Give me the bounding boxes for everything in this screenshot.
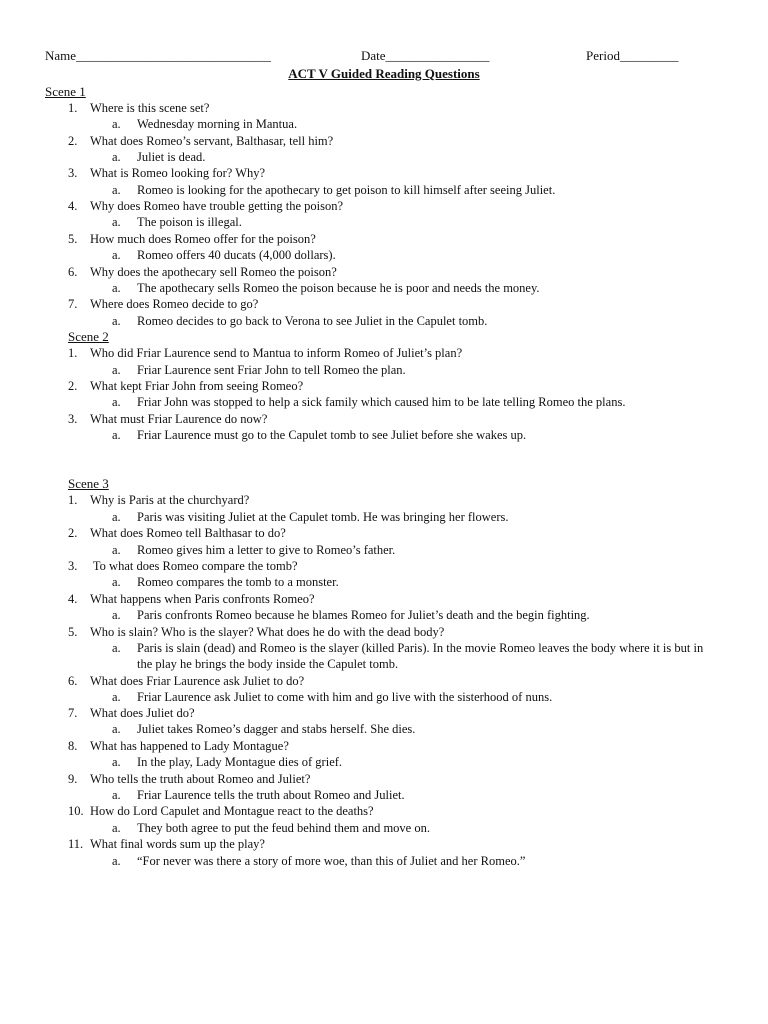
answer-text: The poison is illegal. (137, 215, 242, 229)
answer-text: Juliet takes Romeo’s dagger and stabs herself. She dies. (137, 722, 416, 736)
answer-letter: a. (112, 690, 121, 704)
question (68, 492, 249, 508)
question (68, 624, 444, 640)
answer (112, 214, 716, 230)
question (68, 738, 289, 754)
question-number: 1. (68, 101, 78, 115)
answer (112, 116, 716, 132)
question-number: 4. (68, 199, 78, 213)
question (68, 803, 374, 819)
answer-text: The apothecary sells Romeo the poison because he is poor and needs the money. (137, 281, 540, 295)
answer-text: Paris confronts Romeo because he blames Romeo for Juliet’s death and the begin fighting. (137, 608, 590, 622)
question (68, 411, 267, 427)
question (68, 591, 315, 607)
answer-text: In the play, Lady Montague dies of grief. (137, 755, 343, 769)
answer (112, 853, 716, 869)
question (68, 558, 298, 574)
answer-letter: a. (112, 575, 121, 589)
answer (112, 182, 716, 198)
answer-letter: a. (112, 363, 121, 377)
question-text: What does Juliet do? (90, 706, 195, 720)
answer (112, 640, 716, 673)
question-number: 7. (68, 706, 78, 720)
answer-letter: a. (112, 395, 121, 409)
scene-3-heading: Scene 3 (68, 476, 109, 491)
question-text: Who did Friar Laurence send to Mantua to inform Romeo of Juliet’s plan? (90, 346, 463, 360)
question-number: 10. (68, 804, 84, 818)
answer-text: Romeo decides to go back to Verona to see Juliet in the Capulet tomb. (137, 314, 488, 328)
question-text: Why does the apothecary sell Romeo the poison? (90, 265, 337, 279)
question-number: 3. (68, 166, 78, 180)
question-number: 2. (68, 134, 78, 148)
question-number: 5. (68, 232, 78, 246)
period-field-label: Period_________ (586, 48, 679, 63)
question-text: Where does Romeo decide to go? (90, 297, 259, 311)
answer (112, 247, 716, 263)
answer-letter: a. (112, 248, 121, 262)
question (68, 673, 304, 689)
question-text: What final words sum up the play? (90, 837, 265, 851)
answer-letter: a. (112, 854, 121, 868)
answer-letter: a. (112, 608, 121, 622)
question-text: Why is Paris at the churchyard? (90, 493, 250, 507)
question-text: Where is this scene set? (90, 101, 210, 115)
question (68, 345, 462, 361)
question-text: How do Lord Capulet and Montague react to the deaths? (90, 804, 374, 818)
question (68, 378, 303, 394)
answer (112, 820, 716, 836)
question-text: Who tells the truth about Romeo and Juliet? (90, 772, 311, 786)
question (68, 296, 258, 312)
answer (112, 721, 716, 737)
answer (112, 149, 716, 165)
question-number: 2. (68, 526, 78, 540)
question-text: How much does Romeo offer for the poison? (90, 232, 316, 246)
answer-letter: a. (112, 543, 121, 557)
question-text: What has happened to Lady Montague? (90, 739, 289, 753)
answer (112, 509, 716, 525)
question-text: What is Romeo looking for? Why? (90, 166, 266, 180)
answer (112, 362, 716, 378)
question-number: 1. (68, 346, 78, 360)
scene-2-heading: Scene 2 (68, 329, 109, 344)
answer (112, 313, 716, 329)
answer-letter: a. (112, 821, 121, 835)
answer-text: Wednesday morning in Mantua. (137, 117, 298, 131)
answer-letter: a. (112, 150, 121, 164)
question (68, 836, 265, 852)
answer (112, 280, 716, 296)
answer-text: Paris is slain (dead) and Romeo is the slayer (killed Paris). In the movie Romeo leaves the body where it is but in the play he brings the body inside the Capulet tomb. (137, 641, 704, 672)
question-number: 2. (68, 379, 78, 393)
answer-text: “For never was there a story of more woe, than this of Juliet and her Romeo.” (137, 854, 526, 868)
question-text: What kept Friar John from seeing Romeo? (90, 379, 304, 393)
question-number: 7. (68, 297, 78, 311)
question-number: 11. (68, 837, 84, 851)
question (68, 771, 310, 787)
date-field-label: Date________________ (361, 48, 490, 63)
answer (112, 394, 716, 410)
answer-letter: a. (112, 788, 121, 802)
answer (112, 787, 716, 803)
question-text: What happens when Paris confronts Romeo? (90, 592, 315, 606)
question-number: 1. (68, 493, 78, 507)
answer-text: Romeo gives him a letter to give to Romeo’s father. (137, 543, 396, 557)
answer-text: Friar Laurence sent Friar John to tell Romeo the plan. (137, 363, 406, 377)
answer (112, 689, 716, 705)
answer (112, 574, 716, 590)
answer-letter: a. (112, 641, 121, 655)
question (68, 525, 286, 541)
question-number: 5. (68, 625, 78, 639)
question (68, 198, 343, 214)
question-number: 8. (68, 739, 78, 753)
question (68, 231, 316, 247)
question (68, 264, 337, 280)
question-number: 6. (68, 265, 78, 279)
answer-letter: a. (112, 510, 121, 524)
answer-text: Paris was visiting Juliet at the Capulet tomb. He was bringing her flowers. (137, 510, 509, 524)
question (68, 705, 195, 721)
answer (112, 607, 716, 623)
answer-text: Juliet is dead. (137, 150, 206, 164)
answer-text: Friar John was stopped to help a sick family which caused him to be late telling Romeo the plans. (137, 395, 626, 409)
question-text: What does Friar Laurence ask Juliet to do? (90, 674, 305, 688)
answer-letter: a. (112, 755, 121, 769)
question (68, 133, 333, 149)
answer-letter: a. (112, 428, 121, 442)
scene-1-heading: Scene 1 (45, 84, 86, 99)
question-text: To what does Romeo compare the tomb? (90, 559, 298, 573)
answer-text: Friar Laurence tells the truth about Romeo and Juliet. (137, 788, 405, 802)
answer-text: Romeo compares the tomb to a monster. (137, 575, 339, 589)
question-number: 3. (68, 412, 78, 426)
answer (112, 427, 716, 443)
answer-letter: a. (112, 722, 121, 736)
name-field-label: Name______________________________ (45, 48, 272, 63)
page-title: ACT V Guided Reading Questions (288, 66, 480, 81)
question (68, 165, 265, 181)
answer-letter: a. (112, 215, 121, 229)
answer (112, 754, 716, 770)
question-number: 3. (68, 559, 78, 573)
answer-letter: a. (112, 117, 121, 131)
question-number: 9. (68, 772, 78, 786)
question-number: 4. (68, 592, 78, 606)
answer-text: Friar Laurence ask Juliet to come with him and go live with the sisterhood of nuns. (137, 690, 553, 704)
answer-text: They both agree to put the feud behind them and move on. (137, 821, 430, 835)
question-text: Why does Romeo have trouble getting the poison? (90, 199, 344, 213)
answer-text: Friar Laurence must go to the Capulet tomb to see Juliet before she wakes up. (137, 428, 527, 442)
question-text: What does Romeo tell Balthasar to do? (90, 526, 286, 540)
question-text: What does Romeo’s servant, Balthasar, tell him? (90, 134, 334, 148)
answer-text: Romeo offers 40 ducats (4,000 dollars). (137, 248, 336, 262)
question (68, 100, 209, 116)
question-text: Who is slain? Who is the slayer? What does he do with the dead body? (90, 625, 445, 639)
answer-text: Romeo is looking for the apothecary to get poison to kill himself after seeing Juliet. (137, 183, 556, 197)
question-text: What must Friar Laurence do now? (90, 412, 268, 426)
answer (112, 542, 716, 558)
answer-letter: a. (112, 183, 121, 197)
answer-letter: a. (112, 314, 121, 328)
question-number: 6. (68, 674, 78, 688)
answer-letter: a. (112, 281, 121, 295)
